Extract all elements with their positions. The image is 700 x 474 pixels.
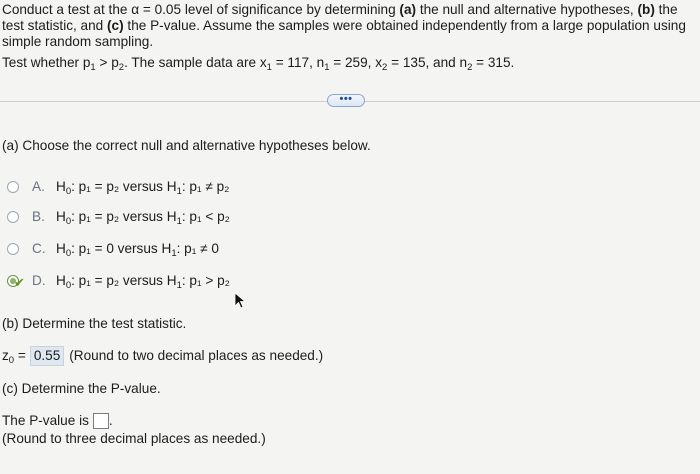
option-a-hypotheses: $H_0$: p₁ = p₂ versus $H_1$: p₁ ≠ p₂	[56, 179, 230, 197]
option-c[interactable]	[4, 240, 219, 258]
option-c-hypotheses: $H_0$: p₁ = 0 versus $H_1$: p₁ ≠ 0	[56, 241, 219, 259]
option-d-hypotheses: $H_0$: p₁ = p₂ versus $H_1$: p₁ > p₂	[56, 273, 230, 291]
pvalue-prefix: The P-value is	[2, 413, 89, 428]
part-a-label: (a) Choose the correct null and alternative hypotheses below.	[2, 138, 371, 153]
radio-option-d-selected[interactable]	[7, 275, 25, 290]
question-prompt	[2, 2, 692, 71]
test-statistic-line	[2, 346, 323, 366]
sample-data-text: Test whether $p_1 > p_2$. The sample data are $x_1 = 117$, $n_1 = 259$, $x_2 = 135$, and $n_2 = 315$.	[2, 55, 515, 73]
expand-more-button[interactable]: •••	[327, 94, 365, 107]
rounding-note-b: (Round to two decimal places as needed.)	[69, 348, 324, 363]
option-b[interactable]	[4, 208, 230, 226]
radio-option-b[interactable]	[7, 211, 19, 223]
option-letter: B.	[32, 209, 45, 224]
option-letter: D.	[32, 273, 46, 288]
option-d[interactable]	[4, 272, 230, 290]
radio-option-a[interactable]	[7, 181, 19, 193]
pvalue-period: .	[108, 413, 113, 428]
option-letter: C.	[32, 241, 46, 256]
alpha-expression: α = 0.05	[131, 2, 182, 17]
question-intro-text: Conduct a test at the α = 0.05 level of significance by determining (a) the null and alternative hypotheses, (b) the test statistic, and (c) the P-value. Assume the samples were obtained independently from a large population using simple random sampling.	[2, 2, 686, 49]
radio-option-c[interactable]	[7, 243, 19, 255]
mouse-cursor-icon	[234, 292, 246, 310]
pvalue-input[interactable]	[93, 413, 109, 429]
check-icon: ✔	[14, 275, 25, 290]
option-letter: A.	[32, 179, 45, 194]
pvalue-line	[2, 412, 113, 430]
option-a[interactable]	[4, 178, 229, 196]
rounding-note-c: (Round to three decimal places as needed.)	[2, 431, 266, 446]
test-statistic-answer[interactable]: 0.55	[30, 346, 64, 366]
z-symbol: $z_0$ =	[2, 348, 26, 366]
part-b-label: (b) Determine the test statistic.	[2, 316, 187, 331]
part-c-label: (c) Determine the P-value.	[2, 381, 161, 396]
option-b-hypotheses: $H_0$: p₁ = p₂ versus $H_1$: p₁ < p₂	[56, 209, 230, 227]
